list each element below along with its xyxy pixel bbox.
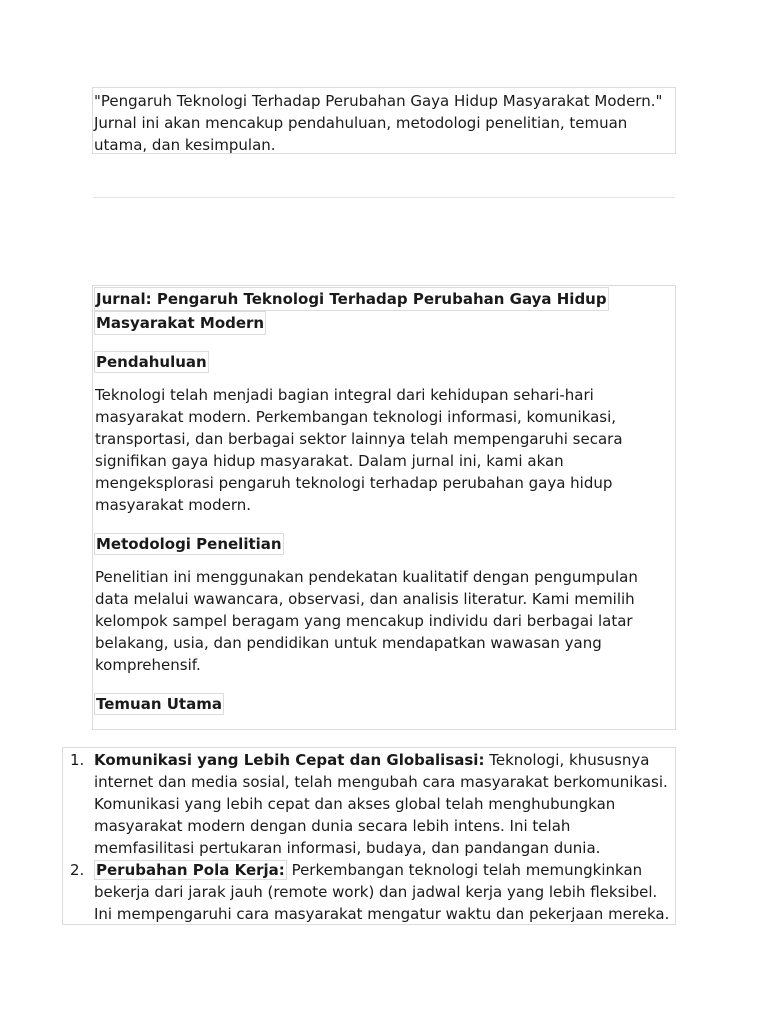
intro-paragraph-box (92, 87, 676, 154)
findings-list-box (62, 747, 676, 925)
journal-title-line-1: Jurnal: Pengaruh Teknologi Terhadap Perubahan Gaya Hidup (94, 287, 609, 311)
list-item-lead: Komunikasi yang Lebih Cepat dan Globalisasi: (94, 751, 485, 769)
list-item-body: Perkembangan teknologi telah memungkinkan bekerja dari jarak jauh (remote work) dan jadwal kerja yang lebih fleksibel. Ini mempengaruhi cara masyarakat mengatur waktu dan pekerjaan mereka. (94, 861, 670, 923)
list-item (63, 859, 675, 925)
heading-temuan-utama: Temuan Utama (96, 695, 222, 713)
list-item-lead: Perubahan Pola Kerja: (96, 861, 285, 879)
list-item-body: Teknologi, khususnya internet dan media sosial, telah mengubah cara masyarakat berkomunikasi. Komunikasi yang lebih cepat dan akses global telah menghubungkan masyarakat modern dengan dunia secara lebih intens. Ini telah memfasilitasi pertukaran informasi, budaya, dan pandangan dunia. (94, 751, 668, 857)
section-divider (93, 197, 675, 198)
journal-title (94, 287, 674, 335)
list-item-number: 2. (70, 861, 85, 879)
heading-pendahuluan: Pendahuluan (96, 353, 207, 371)
list-item-number: 1. (70, 751, 85, 769)
heading-metodologi: Metodologi Penelitian (96, 535, 282, 553)
journal-section (92, 285, 676, 730)
paragraph-pendahuluan: Teknologi telah menjadi bagian integral dari kehidupan sehari-hari masyarakat modern. Perkembangan teknologi informasi, komunikasi, transportasi, dan berbagai sektor lainnya telah mempengaruhi secara signifikan gaya hidup masyarakat. Dalam jurnal ini, kami akan mengeksplorasi pengaruh teknologi terhadap perubahan gaya hidup masyarakat modern. (95, 386, 623, 514)
journal-title-line-2: Masyarakat Modern (94, 311, 266, 335)
findings-list (63, 749, 675, 925)
paragraph-metodologi: Penelitian ini menggunakan pendekatan kualitatif dengan pengumpulan data melalui wawancara, observasi, dan analisis literatur. Kami memilih kelompok sampel beragam yang mencakup individu dari berbagai latar belakang, usia, dan pendidikan untuk mendapatkan wawasan yang komprehensif. (95, 568, 638, 674)
intro-text: "Pengaruh Teknologi Terhadap Perubahan Gaya Hidup Masyarakat Modern." Jurnal ini akan mencakup pendahuluan, metodologi penelitian, temuan utama, dan kesimpulan. (94, 92, 663, 154)
list-item (63, 749, 675, 859)
